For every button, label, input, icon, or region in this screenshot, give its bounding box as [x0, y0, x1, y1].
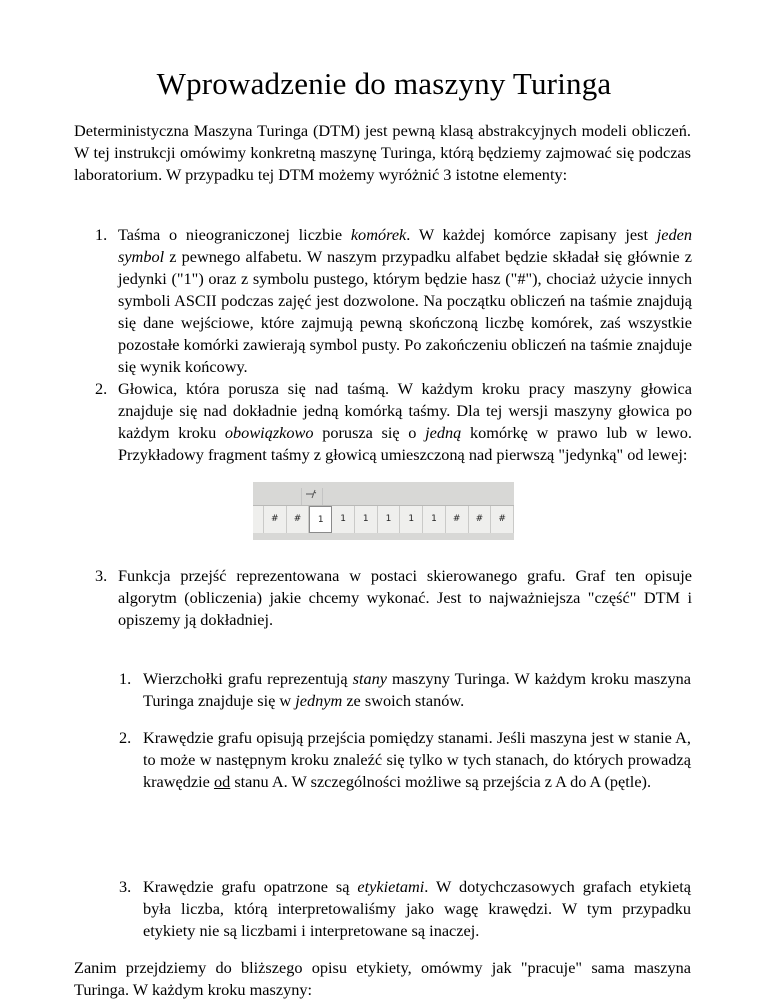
- sublist-number: 3.: [119, 877, 132, 896]
- tape-cell: #: [469, 506, 492, 533]
- sublist-item-vertices: Wierzchołki grafu reprezentują stany maszyny Turinga. W każdym kroku maszyna Turinga znajduje się w jednym ze swoich stanów.: [143, 669, 691, 710]
- tape-illustration: [253, 482, 514, 540]
- tape-cell: 1: [378, 506, 401, 533]
- outro-paragraph: Zanim przejdziemy do bliższego opisu etykiety, omówmy jak "pracuje" sama maszyna Turinga. W każdym kroku maszyny:: [74, 958, 691, 999]
- tape-cell: 1: [423, 506, 446, 533]
- page-title: Wprowadzenie do maszyny Turinga: [156, 66, 612, 101]
- tape-cell: 1: [355, 506, 378, 533]
- tape-cell-edge: [253, 506, 264, 533]
- list-item-transition: Funkcja przejść reprezentowana w postaci skierowanego grafu. Graf ten opisuje algorytm (obliczenia) jakie chcemy wykonać. Jest to najważniejsza "część" DTM i opiszemy ją dokładniej.: [118, 566, 692, 629]
- tape-head-icon: [301, 488, 323, 505]
- tape-cell: #: [491, 506, 514, 533]
- list-item-tape: Taśma o nieograniczonej liczbie komórek. W każdej komórce zapisany jest jeden symbol z pewnego alfabetu. W naszym przypadku alfabet będzie składał się głównie z jedynki ("1") oraz z symbolu pustego, którym będzie hasz ("#"), chociaż użycie innych symboli ASCII podczas zajęć jest dozwolone. Na początku obliczeń na taśmie znajdują się dane wejściowe, które zajmują pewną skończoną liczbę komórek, zaś wszystkie pozostałe komórki zawierają symbol pusty. Po zakończeniu obliczeń na taśmie znajduje się wynik końcowy.: [118, 225, 692, 376]
- sublist-number: 1.: [119, 669, 132, 688]
- tape-cell: 1: [400, 506, 423, 533]
- tape-cell: #: [446, 506, 469, 533]
- list-number: 2.: [95, 379, 108, 398]
- list-number: 3.: [95, 566, 108, 585]
- tape-cell: 1: [332, 506, 355, 533]
- sublist-item-edges: Krawędzie grafu opisują przejścia pomiędzy stanami. Jeśli maszyna jest w stanie A, to może w następnym kroku znaleźć się tylko w tych stanach, do których prowadzą krawędzie od stanu A. W szczególności możliwe są przejścia z A do A (pętle).: [143, 728, 691, 791]
- tape-strip: [253, 505, 514, 533]
- sublist-item-labels: Krawędzie grafu opatrzone są etykietami. W dotychczasowych grafach etykietą była liczba, którą interpretowaliśmy jako wagę krawędzi. W tym przypadku etykiety nie są liczbami i interpretowane są inaczej.: [143, 877, 691, 940]
- intro-paragraph: Deterministyczna Maszyna Turinga (DTM) jest pewną klasą abstrakcyjnych modeli obliczeń. W tej instrukcji omówimy konkretną maszynę Turinga, którą będziemy zajmować się podczas laboratorium. W przypadku tej DTM możemy wyróżnić 3 istotne elementy:: [74, 121, 691, 184]
- tape-cell-active: 1: [309, 506, 332, 533]
- tape-cell: #: [264, 506, 287, 533]
- list-number: 1.: [95, 225, 108, 244]
- list-item-head: Głowica, która porusza się nad taśmą. W każdym kroku pracy maszyny głowica znajduje się nad dokładnie jedną komórką taśmy. Dla tej wersji maszyny głowica po każdym kroku obowiązkowo porusza się o jedną komórkę w prawo lub w lewo. Przykładowy fragment taśmy z głowicą umieszczoną nad pierwszą "jedynką" od lewej:: [118, 379, 692, 464]
- tape-cell: #: [287, 506, 310, 533]
- sublist-number: 2.: [119, 728, 132, 747]
